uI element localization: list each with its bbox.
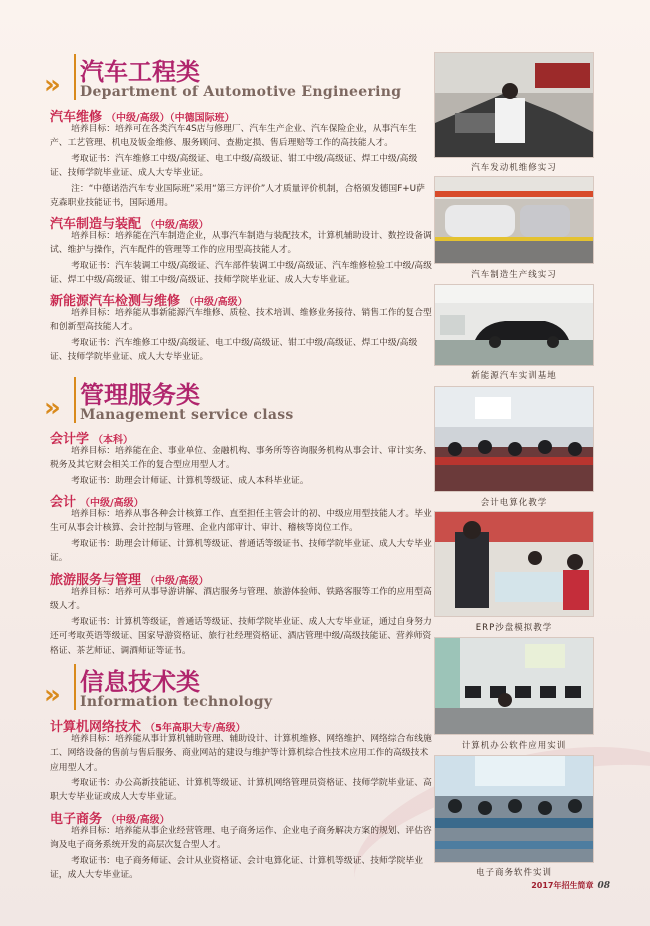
section-title: 信息技术类 (80, 668, 200, 696)
program-level: （5年高职大专/高级） (145, 723, 246, 734)
photo-caption: 汽车发动机维修实习 (471, 163, 557, 173)
photo-caption: 电子商务软件实训 (475, 868, 552, 878)
photo-ecommerce-lab (434, 755, 594, 863)
photo-caption: ERP沙盘模拟教学 (475, 623, 553, 633)
program-level: （中级/高级） (184, 297, 248, 308)
section-subtitle: Information technology (80, 694, 273, 710)
chevron-icon: » (44, 680, 53, 710)
footer (531, 880, 610, 891)
divider (74, 664, 76, 710)
photo-caption: 会计电算化教学 (480, 498, 548, 508)
paragraph: 培养目标：培养能从事计算机辅助管理、辅助设计、计算机维修、网络维护、网络综合布线施工、网络设备的售前与售后服务、商业网站的建设与维护等计算机综合性技术应用工作的高级技术应用型人才。 (50, 734, 432, 773)
section-subtitle: Management service class (80, 407, 294, 423)
paragraph: 培养目标：培养能在汽车制造企业，从事汽车制造与装配技术，计算机辅助设计、数控设备调试、维护与操作，汽车配件的管理等工作的应用型高技能人才。 (50, 231, 432, 256)
photo-caption: 汽车制造生产线实习 (471, 270, 557, 280)
program-name: 汽车维修 (50, 110, 103, 125)
program-level: （中级/高级）（中德国际班） (106, 113, 235, 124)
paragraph: 考取证书：汽车维修工中级/高级证、电工中级/高级证、钳工中级/高级证、焊工中级/高级证、技师学院毕业证、成人大专毕业证。 (50, 154, 418, 179)
paragraph: 考取证书：汽车装调工中级/高级证、汽车部件装调工中级/高级证、汽车维修检验工中级/高级证、焊工中级/高级证、钳工中级/高级证、技师学院毕业证、成人大专毕业证。 (50, 261, 432, 286)
photo-accounting-class (434, 386, 594, 492)
photo-caption: 新能源汽车实训基地 (471, 371, 557, 381)
chevron-icon: » (44, 393, 53, 423)
section-title: 管理服务类 (80, 381, 200, 409)
paragraph: 考取证书：计算机等级证，普通话等级证、技师学院毕业证、成人大专毕业证，通过自身努力还可考取英语等级证、国家导游资格证、旅行社经理资格证、酒店管理中级/高级技能证、营养师资格证、茶艺师证、调酒师证等证书。 (50, 617, 432, 656)
program-name: 汽车制造与装配 (50, 217, 142, 232)
paragraph: 培养目标：培养从事各种会计核算工作、直至担任主管会计的初、中级应用型技能人才。毕业生可从事会计核算、会计控制与管理、企业内部审计、审计、稽核等岗位工作。 (50, 509, 432, 534)
paragraph: 培养目标：培养能从事新能源汽车维修、质检、技术培训、维修业务接待、销售工作的复合型和创新型高技能人才。 (50, 308, 432, 333)
program-name: 会计学 (50, 432, 90, 447)
program-level: （中级/高级） (145, 576, 209, 587)
divider (74, 54, 76, 100)
program-level: （中级/高级） (106, 815, 170, 826)
paragraph: 考取证书：助理会计师证、计算机等级证、普通话等级证书、技师学院毕业证、成人大专毕业证。 (50, 539, 432, 564)
paragraph: 培养目标：培养能从事企业经营管理、电子商务运作、企业电子商务解决方案的规划、评估咨询及电子商务系统开发的高层次复合型人才。 (50, 826, 432, 851)
paragraph: 考取证书：汽车维修工中级/高级证、电工中级/高级证、钳工中级/高级证、焊工中级/高级证、技师学院毕业证、成人大专毕业证。 (50, 338, 418, 363)
program-name: 计算机网络技术 (50, 720, 142, 735)
program-name: 会计 (50, 495, 77, 510)
paragraph: 考取证书：办公高新技能证、计算机等级证、计算机网络管理员资格证、技师学院毕业证、高职大专毕业证或成人大专毕业证。 (50, 778, 432, 803)
paragraph: 培养目标：培养能在企、事业单位、金融机构、事务所等咨询服务机构从事会计、审计实务、税务及其它财会相关工作的复合型应用型人才。 (50, 446, 432, 471)
program-level: （本科） (93, 435, 134, 446)
photo-engine-repair (434, 52, 594, 158)
section-subtitle: Department of Automotive Engineering (80, 84, 402, 100)
paragraph: 注：“中德诺浩汽车专业国际班”采用“第三方评价”人才质量评价机制，合格颁发德国F+U萨克森职业技能证书，国际通用。 (50, 184, 425, 209)
photo-erp-sandbox (434, 511, 594, 617)
program-name: 电子商务 (50, 812, 103, 827)
program-level: （中级/高级） (80, 498, 144, 509)
footer-brand: 2017年招生简章 (531, 881, 594, 890)
page-number: 08 (597, 881, 610, 891)
program-name: 新能源汽车检测与维修 (50, 294, 181, 309)
chevron-icon: » (44, 70, 53, 100)
paragraph: 考取证书：电子商务师证、会计从业资格证、会计电算化证、计算机等级证、技师学院毕业证，成人大专毕业证。 (50, 856, 423, 881)
photo-computer-lab (434, 637, 594, 735)
photo-assembly-line (434, 176, 594, 264)
program-name: 旅游服务与管理 (50, 573, 142, 588)
photo-ev-training (434, 284, 594, 366)
paragraph: 培养目标：培养可从事导游讲解、酒店服务与管理、旅游体验师、铁路客服等工作的应用型高级人才。 (50, 587, 432, 612)
divider (74, 377, 76, 423)
photo-caption: 计算机办公软件应用实训 (461, 741, 567, 751)
section-title: 汽车工程类 (80, 58, 200, 86)
paragraph: 培养目标：培养可在各类汽车4S店与修理厂、汽车生产企业、汽车保险企业，从事汽车生产、工艺管理、机电及钣金维修、服务顾问、查勘定损、售后理赔等工作的高技能人才。 (50, 124, 417, 149)
program-level: （中级/高级） (145, 220, 209, 231)
paragraph: 考取证书：助理会计师证、计算机等级证、成人本科毕业证。 (71, 476, 309, 486)
